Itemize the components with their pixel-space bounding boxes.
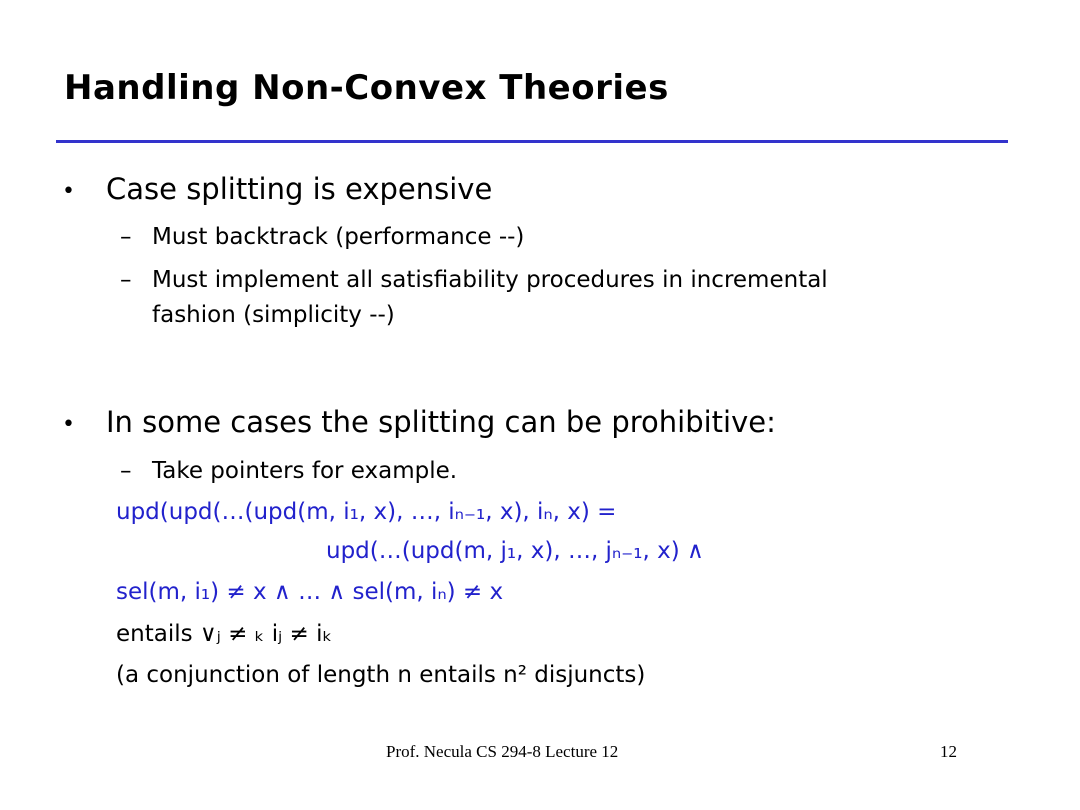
bullet-2-text: In some cases the splitting can be prohibitive:	[106, 405, 776, 439]
bullet-dot: •	[62, 412, 75, 437]
sub-bullet-1-1	[120, 224, 525, 250]
math-line-1: upd(upd(…(upd(m, i₁, x), …, iₙ₋₁, x), iₙ, x) =	[116, 499, 617, 525]
math-line-3: sel(m, i₁) ≠ x ∧ … ∧ sel(m, iₙ) ≠ x	[116, 579, 504, 605]
math-line-5: (a conjunction of length n entails n² disjuncts)	[116, 662, 646, 688]
sub-dash: –	[120, 267, 132, 293]
sub-dash: –	[120, 458, 132, 484]
math-line-2: upd(…(upd(m, j₁, x), …, jₙ₋₁, x) ∧	[326, 538, 704, 564]
sub-bullet-2-1-text: Take pointers for example.	[152, 458, 458, 484]
sub-dash: –	[120, 224, 132, 250]
bullet-2	[62, 405, 776, 439]
bullet-dot: •	[62, 179, 75, 204]
footer-page-number: 12	[940, 742, 957, 761]
sub-bullet-2-1	[120, 458, 458, 484]
sub-bullet-1-2	[120, 267, 828, 293]
bullet-1	[62, 172, 493, 206]
sub-bullet-1-2-text: Must implement all satisfiability procedures in incremental	[152, 267, 828, 293]
sub-bullet-1-1-text: Must backtrack (performance --)	[152, 224, 525, 250]
sub-bullet-1-2-cont-text: fashion (simplicity --)	[152, 302, 395, 328]
footer-course: Prof. Necula CS 294-8 Lecture 12	[386, 742, 619, 761]
bullet-1-text: Case splitting is expensive	[106, 172, 493, 206]
page-title: Handling Non-Convex Theories	[64, 68, 669, 108]
math-line-4: entails ∨ⱼ ≠ ₖ iⱼ ≠ iₖ	[116, 621, 333, 647]
title-rule	[56, 140, 1008, 143]
sub-bullet-1-2-cont	[152, 302, 395, 328]
